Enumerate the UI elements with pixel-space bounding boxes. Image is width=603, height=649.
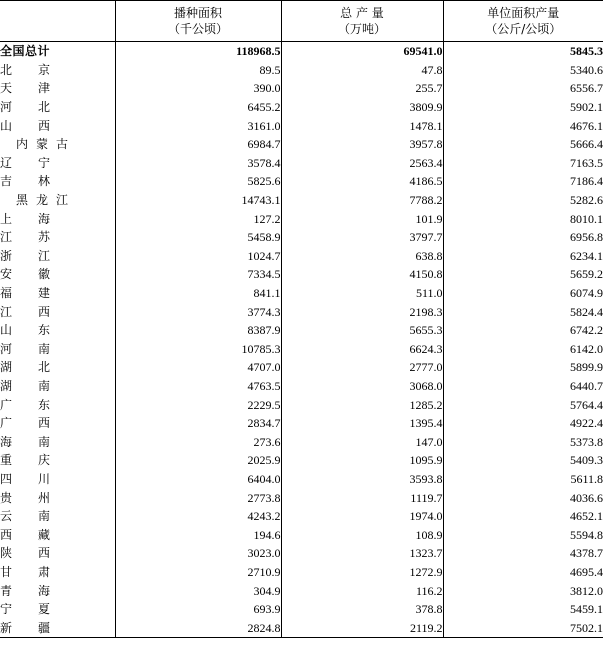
yield-cell: 4922.4 [443,414,603,433]
total-output-cell: 108.9 [281,525,443,544]
yield-cell: 4378.7 [443,544,603,563]
yield-cell: 5764.4 [443,395,603,414]
table-row [0,618,603,637]
total-output: 69541.0 [281,42,443,61]
sown-area-cell: 2025.9 [115,451,281,470]
total-output-cell: 3068.0 [281,377,443,396]
sown-area-cell: 390.0 [115,79,281,98]
table-row [0,525,603,544]
sown-area-cell: 4763.5 [115,377,281,396]
sown-area-cell: 2834.7 [115,414,281,433]
sown-area-cell: 4707.0 [115,358,281,377]
header-yield-label: 单位面积产量 [487,6,560,20]
sown-area-cell: 304.9 [115,581,281,600]
province-name: 湖南 [0,378,77,393]
total-output-cell: 255.7 [281,79,443,98]
province-name: 吉林 [0,174,77,189]
sown-area-cell: 89.5 [115,61,281,80]
table-row [0,154,603,173]
yield-cell: 5611.8 [443,470,603,489]
yield-cell: 5459.1 [443,600,603,619]
total-output-cell: 3593.8 [281,470,443,489]
total-output-cell: 7788.2 [281,191,443,210]
table-row [0,563,603,582]
table-row [0,488,603,507]
table-row [0,284,603,303]
province-name: 青海 [0,583,77,598]
province-name: 河北 [0,100,77,115]
yield-cell: 7502.1 [443,618,603,637]
yield-cell: 3812.0 [443,581,603,600]
total-area: 118968.5 [115,42,281,61]
header-total-output [281,1,443,42]
sown-area-cell: 6404.0 [115,470,281,489]
province-name: 广东 [0,397,77,412]
sown-area-cell: 6455.2 [115,98,281,117]
sown-area-cell: 127.2 [115,209,281,228]
yield-cell: 5824.4 [443,302,603,321]
yield-cell: 6742.2 [443,321,603,340]
province-name: 北京 [0,62,77,77]
yield-cell: 5594.8 [443,525,603,544]
yield-cell: 4676.1 [443,116,603,135]
yield-cell: 5282.6 [443,191,603,210]
total-output-cell: 378.8 [281,600,443,619]
province-name: 西藏 [0,527,77,542]
table-row [0,116,603,135]
yield-cell: 6234.1 [443,247,603,266]
total-output-cell: 2119.2 [281,618,443,637]
yield-cell: 6440.7 [443,377,603,396]
province-name: 重庆 [0,453,77,468]
total-output-cell: 1272.9 [281,563,443,582]
total-output-cell: 1395.4 [281,414,443,433]
province-name: 辽宁 [0,155,77,170]
sown-area-cell: 5825.6 [115,172,281,191]
sown-area-cell: 6984.7 [115,135,281,154]
sown-area-cell: 7334.5 [115,265,281,284]
table-row [0,172,603,191]
total-output-cell: 2198.3 [281,302,443,321]
province-name: 黑龙江 [16,193,77,208]
header-row [0,1,603,42]
sown-area-cell: 1024.7 [115,247,281,266]
province-name: 福建 [0,286,77,301]
total-output-cell: 4150.8 [281,265,443,284]
total-output-cell: 147.0 [281,432,443,451]
sown-area-cell: 14743.1 [115,191,281,210]
total-output-cell: 1323.7 [281,544,443,563]
yield-cell: 8010.1 [443,209,603,228]
total-output-cell: 638.8 [281,247,443,266]
header-total-output-label: 总 产 量 [340,6,384,20]
total-output-cell: 1095.9 [281,451,443,470]
province-name: 新疆 [0,618,115,637]
sown-area-cell: 2824.8 [115,618,281,637]
yield-cell: 5340.6 [443,61,603,80]
header-sown-area [115,1,281,42]
sown-area-cell: 194.6 [115,525,281,544]
sown-area-cell: 3774.3 [115,302,281,321]
header-total-output-unit: （万吨） [337,22,386,36]
header-yield [443,1,603,42]
yield-cell: 6956.8 [443,228,603,247]
header-sown-area-unit: （千公顷） [167,22,228,36]
table-row [0,209,603,228]
table-row [0,265,603,284]
header-yield-unit: （公斤/公顷） [485,22,562,36]
table-row [0,79,603,98]
total-output-cell: 2563.4 [281,154,443,173]
table-row [0,191,603,210]
total-output-cell: 3809.9 [281,98,443,117]
province-name: 山东 [0,323,77,338]
total-output-cell: 47.8 [281,61,443,80]
province-name: 上海 [0,211,77,226]
province-name: 天津 [0,81,77,96]
yield-cell: 6074.9 [443,284,603,303]
province-name: 贵州 [0,490,77,505]
province-name: 宁夏 [0,602,77,617]
province-name: 浙江 [0,248,77,263]
table-row [0,470,603,489]
total-output-cell: 116.2 [281,581,443,600]
total-yield: 5845.3 [443,42,603,61]
table-row [0,321,603,340]
total-output-cell: 3797.7 [281,228,443,247]
province-name: 陕西 [0,546,77,561]
sown-area-cell: 693.9 [115,600,281,619]
yield-cell: 5659.2 [443,265,603,284]
table-row [0,451,603,470]
table-row [0,302,603,321]
table-row [0,507,603,526]
table-row [0,432,603,451]
province-name: 广西 [0,416,77,431]
sown-area-cell: 841.1 [115,284,281,303]
table-row [0,228,603,247]
table-row [0,377,603,396]
total-output-cell: 4186.5 [281,172,443,191]
province-name: 江西 [0,304,77,319]
yield-cell: 5409.3 [443,451,603,470]
yield-cell: 5902.1 [443,98,603,117]
province-name: 内蒙古 [16,137,77,152]
province-name: 甘肃 [0,564,77,579]
province-name: 四川 [0,471,77,486]
total-output-cell: 1974.0 [281,507,443,526]
sown-area-cell: 10785.3 [115,340,281,359]
province-name: 山西 [0,118,77,133]
table-row [0,600,603,619]
table-row [0,395,603,414]
table-row [0,98,603,117]
sown-area-cell: 2710.9 [115,563,281,582]
total-output-cell: 1285.2 [281,395,443,414]
total-output-cell: 1478.1 [281,116,443,135]
sown-area-cell: 4243.2 [115,507,281,526]
header-region [0,1,115,42]
sown-area-cell: 2229.5 [115,395,281,414]
yield-cell: 6556.7 [443,79,603,98]
total-output-cell: 2777.0 [281,358,443,377]
sown-area-cell: 3023.0 [115,544,281,563]
yield-cell: 5666.4 [443,135,603,154]
province-name: 云南 [0,509,77,524]
yield-cell: 4036.6 [443,488,603,507]
total-output-cell: 511.0 [281,284,443,303]
total-output-cell: 1119.7 [281,488,443,507]
yield-cell: 4695.4 [443,563,603,582]
province-name: 江苏 [0,230,77,245]
province-name: 河南 [0,341,77,356]
table-row [0,544,603,563]
yield-cell: 7163.5 [443,154,603,173]
total-output-cell: 101.9 [281,209,443,228]
province-name: 湖北 [0,360,77,375]
total-name: 全国总计 [0,44,51,59]
province-name: 海南 [0,434,77,449]
sown-area-cell: 2773.8 [115,488,281,507]
total-output-cell: 3957.8 [281,135,443,154]
table-row [0,581,603,600]
table-row [0,247,603,266]
yield-cell: 6142.0 [443,340,603,359]
total-output-cell: 6624.3 [281,340,443,359]
table-row [0,340,603,359]
sown-area-cell: 273.6 [115,432,281,451]
yield-cell: 7186.4 [443,172,603,191]
yield-cell: 5373.8 [443,432,603,451]
sown-area-cell: 3161.0 [115,116,281,135]
table-row [0,358,603,377]
yield-cell: 5899.9 [443,358,603,377]
yield-cell: 4652.1 [443,507,603,526]
header-sown-area-label: 播种面积 [173,6,222,20]
sown-area-cell: 3578.4 [115,154,281,173]
sown-area-cell: 8387.9 [115,321,281,340]
total-row [0,42,603,61]
table-row [0,135,603,154]
total-output-cell: 5655.3 [281,321,443,340]
table-row [0,414,603,433]
table-row [0,61,603,80]
province-name: 安徽 [0,267,77,282]
sown-area-cell: 5458.9 [115,228,281,247]
